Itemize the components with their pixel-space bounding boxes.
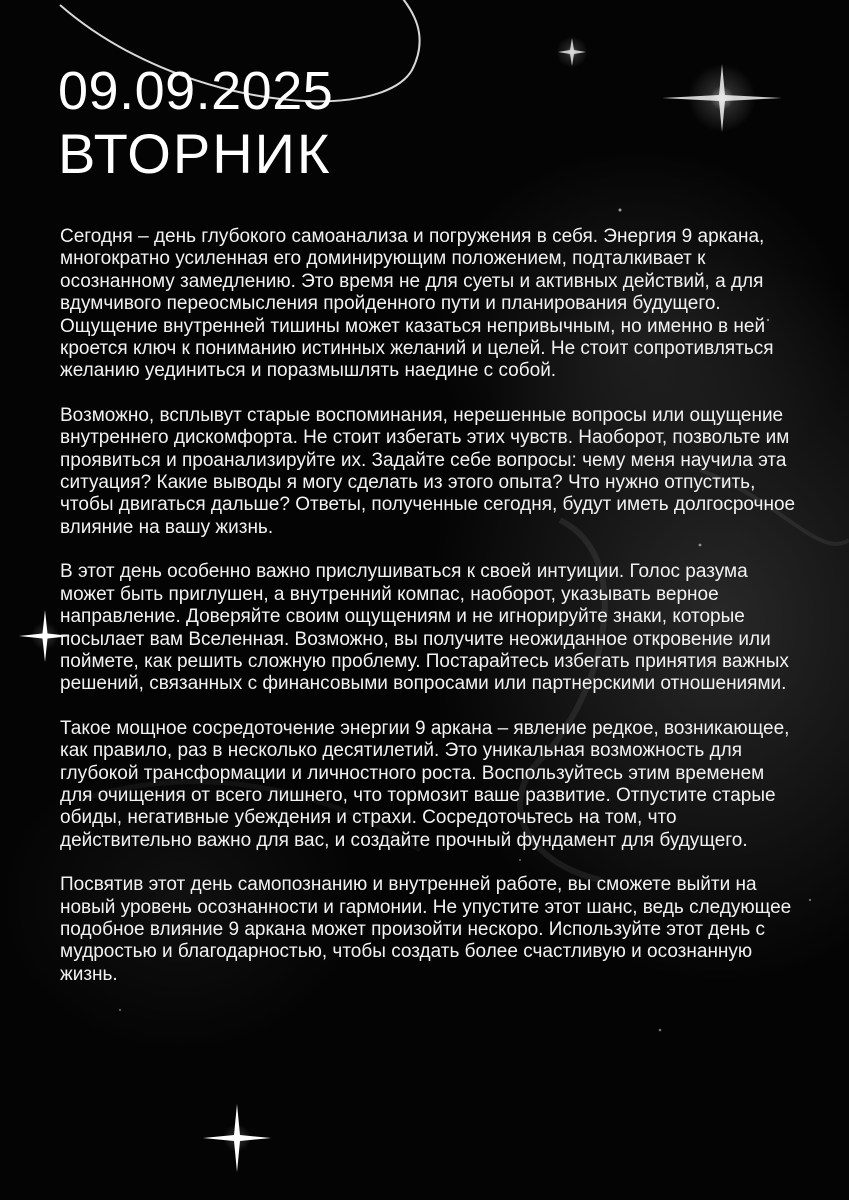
sparkle-icon (662, 64, 782, 132)
header (58, 60, 333, 186)
weekday-title: ВТОРНИК (58, 122, 332, 185)
sparkle-icon (556, 36, 588, 68)
paragraph: Посвятив этот день самопознанию и внутренней работе, вы сможете выйти на новый уровень осознанности и гармонии. Не упустите этот шанс, ведь следующее подобное влияние 9 аркана может произойти нескоро. Используйте этот день с мудростью и благодарностью, чтобы создать более счастливую и осознанную жизнь. (60, 874, 792, 985)
sparkle-icon (203, 1104, 271, 1172)
paragraph: В этот день особенно важно прислушиваться к своей интуиции. Голос разума может быть приглушен, а внутренний компас, наоборот, указывать верное направление. Доверяйте своим ощущениям и не игнорируйте знаки, которые посылает вам Вселенная. Возможно, вы получите неожиданное откровение или поймете, как решить сложную проблему. Постарайтесь избегать принятия важных решений, связанных с финансовыми вопросами или партнерскими отношениями. (60, 561, 789, 695)
paragraph: Сегодня – день глубокого самоанализа и погружения в себя. Энергия 9 аркана, многократно усиленная его доминирующим положением, подталкивает к осознанному замедлению. Это время не для суеты и активных действий, а для вдумчивого переосмысления пройденного пути и планирования будущего. Ощущение внутренней тишины может казаться непривычным, но именно в ней кроется ключ к пониманию истинных желаний и целей. Не стоит сопротивляться желанию уединиться и поразмышлять наедине с собой. (60, 226, 774, 382)
date-title: 09.09.2025 (58, 61, 334, 121)
forecast-text (60, 226, 800, 1008)
paragraph: Такое мощное сосредоточение энергии 9 аркана – явление редкое, возникающее, как правило, раз в несколько десятилетий. Это уникальная возможность для глубокой трансформации и личностного роста. Воспользуйтесь этим временем для очищения от всего лишнего, что тормозит ваше развитие. Отпустите старые обиды, негативные убеждения и страхи. Сосредоточьтесь на том, что действительно важно для вас, и создайте прочный фундамент для будущего. (60, 717, 790, 851)
paragraph: Возможно, всплывут старые воспоминания, нерешенные вопросы или ощущение внутреннего дискомфорта. Не стоит избегать этих чувств. Наоборот, позвольте им проявиться и проанализируйте их. Задайте себе вопросы: чему меня научила эта ситуация? Какие выводы я могу сделать из этого опыта? Что нужно отпустить, чтобы двигаться дальше? Ответы, полученные сегодня, будут иметь долгосрочное влияние на вашу жизнь. (60, 404, 796, 538)
